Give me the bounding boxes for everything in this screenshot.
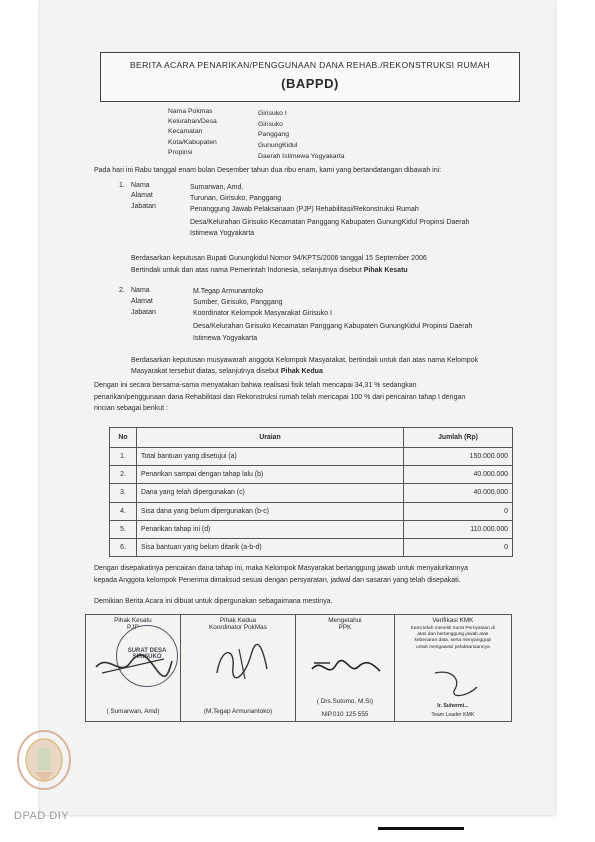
signer-name: Ir. Suhermi... <box>437 703 469 709</box>
item-number: 2. <box>119 287 125 294</box>
basis-text: Berdasarkan keputusan musyawarah anggota Kelompok Masyarakat, bertindak untuk dan atas nama Kelompok <box>131 357 479 364</box>
party-name: Pihak Kedua <box>280 368 323 375</box>
position-line: Koordinator Kelompok Masyarakat Girisuko I <box>193 310 332 317</box>
statement-line: Dengan ini secara bersama-sama menyatakan bahwa realisasi fisik telah mencapai 34,31 % sedangkan <box>94 382 417 389</box>
row-description: Penarikan tahap ini (d) <box>137 520 404 538</box>
info-label: Kecamatan <box>168 128 203 135</box>
address-label: Alamat <box>131 192 153 199</box>
name-label: Nama <box>131 182 150 189</box>
info-label: Nama Pokmas <box>168 108 213 115</box>
stamp-text: SURAT DESA <box>127 648 167 654</box>
info-value: Girisuko I <box>258 110 287 117</box>
signature-mark <box>310 655 382 681</box>
column-header-uraian: Uraian <box>137 428 404 448</box>
signature-mark <box>94 647 174 683</box>
info-label: Propinsi <box>168 149 193 156</box>
verification-note <box>397 626 509 651</box>
address-value: Sumber, Girisuko, Panggang <box>193 299 283 306</box>
table-row <box>110 466 513 484</box>
signer-role: PJP <box>127 624 139 631</box>
row-number: 6. <box>110 538 137 556</box>
row-description: Total bantuan yang disetujui (a) <box>137 448 404 466</box>
row-number: 3. <box>110 484 137 502</box>
address-label: Alamat <box>131 298 153 305</box>
name-label: Nama <box>131 287 150 294</box>
table-row <box>110 538 513 556</box>
position-line: Penanggung Jawab Pelaksanaan (PJP) Rehabilitasi/Rekonstruksi Rumah <box>190 206 419 213</box>
document-acronym: (BAPPD) <box>281 76 339 91</box>
name-value: Sumarwan, Amd. <box>190 184 244 191</box>
signer-nip: NIP.010 125 555 <box>321 711 369 718</box>
note-line: Kami telah meneliti Surat Pernyataan di <box>410 626 495 631</box>
table-row <box>110 448 513 466</box>
table-row <box>110 484 513 502</box>
row-amount: 110.000.000 <box>404 520 513 538</box>
signature-cell-ppk <box>296 615 395 722</box>
party-name: Pihak Kesatu <box>363 267 408 274</box>
row-description: Dana yang telah dipergunakan (c) <box>137 484 404 502</box>
basis-line: Bertindak untuk dan atas nama Pemerintah Indonesia, selanjutnya disebut <box>131 267 362 274</box>
signer-name: ( Drs.Sutomo, M.Si) <box>316 698 373 705</box>
note-line: kebenaran data, serta menyanggupi <box>414 638 492 644</box>
funds-table <box>109 427 513 557</box>
info-value: Daerah Istimewa Yogyakarta <box>258 153 345 160</box>
intro-text: Pada hari ini Rabu tanggal enam bulan Desember tahun dua ribu enam, kami yang bertandatangan dibawah ini: <box>94 167 442 174</box>
position-label: Jabatan <box>131 309 156 316</box>
table-row <box>110 502 513 520</box>
table-row <box>110 520 513 538</box>
document-title: BERITA ACARA PENARIKAN/PENGGUNAAN DANA REHAB./REKONSTRUKSI RUMAH <box>130 60 490 70</box>
signer-title: Team Leader KMK <box>431 712 475 718</box>
row-description: Penarikan sampai dengan tahap lalu (b) <box>137 466 404 484</box>
row-amount: 0 <box>404 502 513 520</box>
basis-text <box>131 367 323 376</box>
signer-role: Verifikasi KMK <box>432 617 474 624</box>
signer-name: ( Sumarwan, Amd) <box>106 708 160 715</box>
closing-line: kepada Anggota kelompok Penerima dimaksud sesuai dengan persyaratan, jadwal dan sasaran yang telah disepakati. <box>94 577 461 584</box>
position-line: Istimewa Yogyakarta <box>193 335 258 342</box>
row-number: 2. <box>110 466 137 484</box>
info-value: Girisuko <box>258 121 283 128</box>
signer-role: PPK <box>338 624 352 631</box>
row-number: 5. <box>110 520 137 538</box>
basis-text <box>131 266 408 275</box>
signature-cell-kmk <box>394 615 511 722</box>
signer-role: Pihak Kesatu <box>114 617 152 624</box>
position-label: Jabatan <box>131 203 156 210</box>
watermark-text: DPAD DIY <box>14 810 70 822</box>
row-amount: 40.000.000 <box>404 484 513 502</box>
signer-role: Koordinator PokMas <box>209 624 267 631</box>
statement-line: penarikan/penggunaan dana Rehabilitasi dan Rekonstruksi rumah telah mencapai 100 % dari pencairan tahap I dengan <box>94 394 466 401</box>
info-value: GunungKidul <box>258 142 298 149</box>
row-amount: 40.000.000 <box>404 466 513 484</box>
signature-cell-pokmas <box>180 615 295 722</box>
position-line: Desa/Kelurahan Girisuko Kecamatan Panggang Kabupaten GunungKidul Propinsi Daerah <box>193 323 473 330</box>
title-box <box>100 52 520 102</box>
position-line: Istimewa Yogyakarta <box>190 230 255 237</box>
item-number: 1. <box>119 182 125 189</box>
signature-table <box>85 614 512 722</box>
table-header-row <box>110 428 513 448</box>
row-number: 1. <box>110 448 137 466</box>
signature-mark <box>211 643 271 683</box>
scan-bar <box>378 827 464 830</box>
dpad-seal-icon <box>14 728 74 792</box>
stamp-text: SIRISUKO <box>132 654 162 660</box>
statement-line: rincian sebagai berikut : <box>94 405 168 412</box>
closing-line: Demikian Berita Acara ini dibuat untuk dipergunakan sebagaimana mestinya. <box>94 598 333 605</box>
info-value: Panggang <box>258 131 289 138</box>
basis-line: Masyarakat tersebut diatas, selanjutnya disebut <box>131 368 279 375</box>
note-line: untuk mengawasi pelaksanaannya <box>416 644 490 650</box>
row-amount: 0 <box>404 538 513 556</box>
signature-cell-pjp <box>86 615 181 722</box>
signer-name: (M.Tegap Armunantoko) <box>203 708 273 715</box>
row-description: Sisa dana yang belum dipergunakan (b-c) <box>137 502 404 520</box>
note-line: atas dan bertanggung jawab atas <box>417 632 489 638</box>
signer-role: Mengetahui <box>328 617 362 624</box>
address-value: Turunan, Girisuko, Panggang <box>190 195 282 202</box>
name-value: M.Tegap Armunantoko <box>193 288 264 295</box>
column-header-jumlah: Jumlah (Rp) <box>404 428 513 448</box>
closing-line: Dengan disepakatinya pencairan dana tahap ini, maka Kelompok Masyarakat bertanggung jawab untuk menyalurkannya <box>94 565 468 572</box>
position-line: Desa/Kelurahan Girisuko Kecamatan Panggang Kabupaten GunungKidul Propinsi Daerah <box>190 219 470 226</box>
signer-role: Pihak Kedua <box>219 617 257 624</box>
signature-mark <box>431 669 481 699</box>
column-header-no: No <box>110 428 137 448</box>
info-label: Kota/Kabupaten <box>168 139 217 146</box>
basis-text: Berdasarkan keputusan Bupati Gunungkidul Nomor 94/KPTS/2006 tanggal 15 September 2006 <box>131 255 427 262</box>
row-amount: 150.000.000 <box>404 448 513 466</box>
row-number: 4. <box>110 502 137 520</box>
row-description: Sisa bantuan yang belum ditarik (a-b-d) <box>137 538 404 556</box>
info-label: Kelurahan/Desa <box>168 118 217 125</box>
